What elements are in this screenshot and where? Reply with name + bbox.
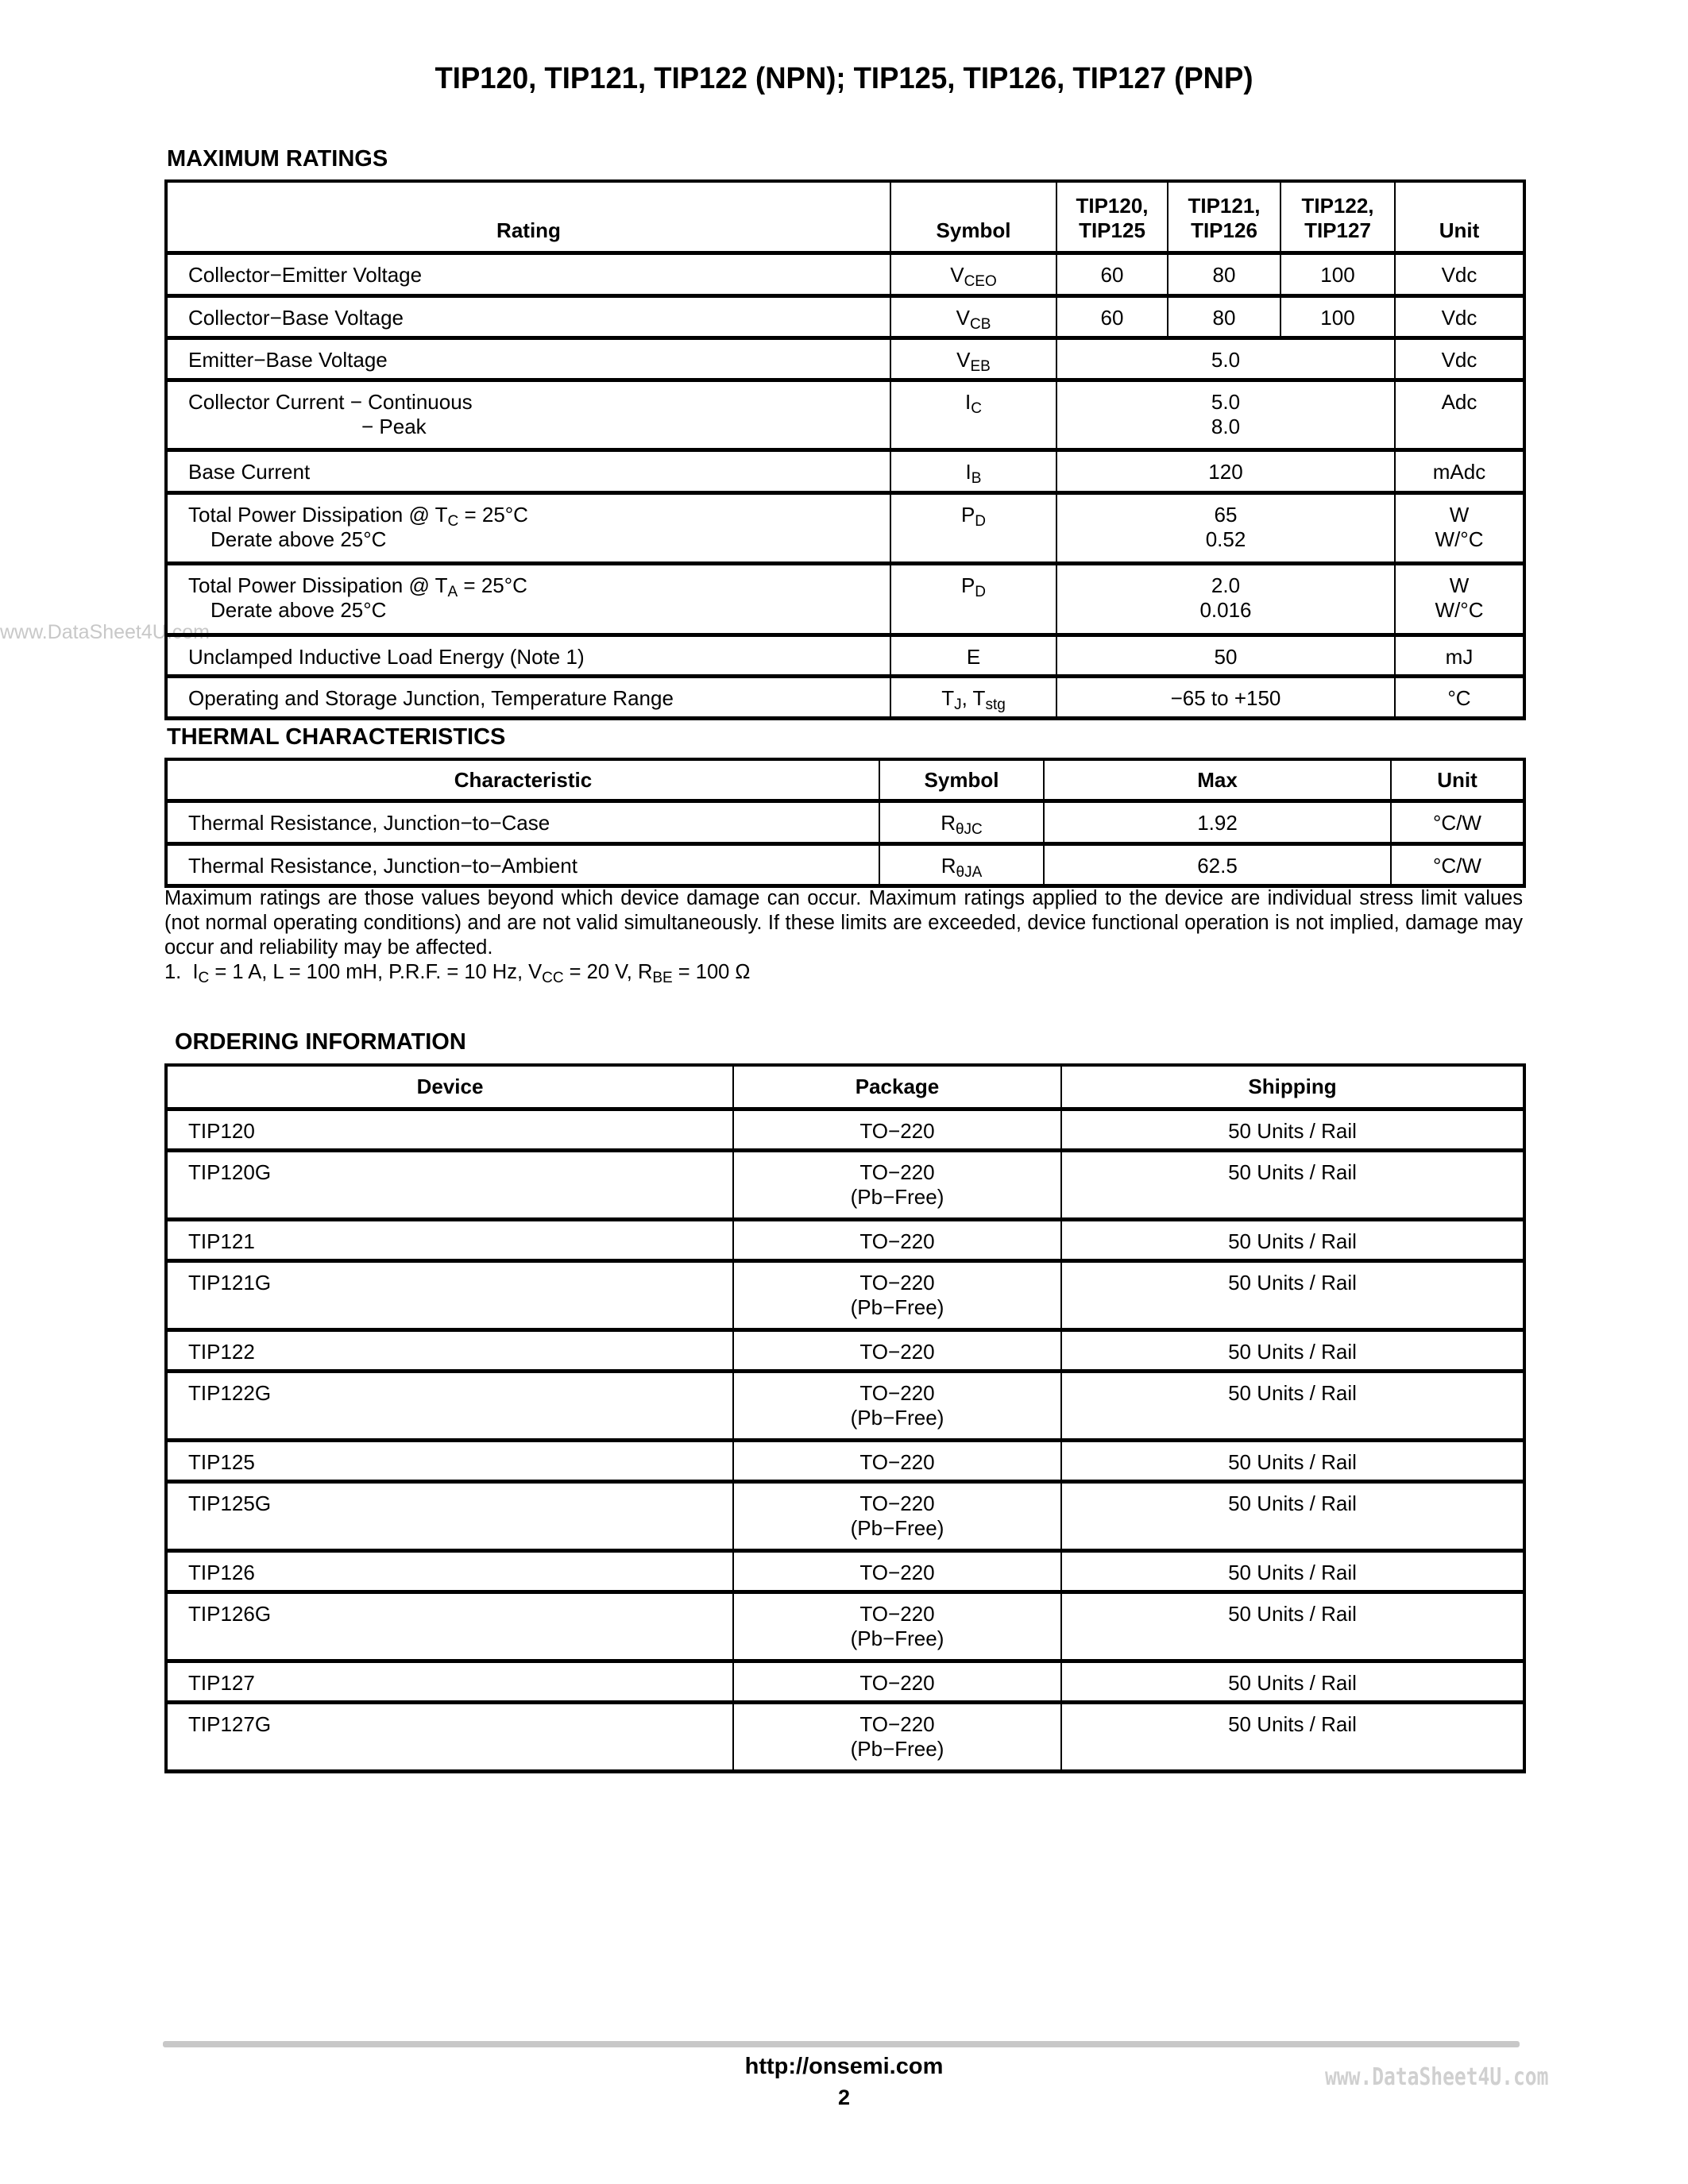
symbol-cell: $I_C$ — [890, 380, 1056, 450]
unit-cell: Adc — [1395, 380, 1524, 450]
shipping-cell: 50 Units / Rail — [1061, 1109, 1524, 1150]
symbol-cell: $V_{CEO}$ — [890, 253, 1056, 295]
device-cell: TIP122 — [166, 1329, 733, 1371]
package-cell: TO−220 (Pb−Free) — [733, 1481, 1061, 1550]
value-cell: −65 to +150 — [1056, 676, 1395, 718]
shipping-cell: 50 Units / Rail — [1061, 1661, 1524, 1702]
value-cell: 65 0.52 — [1056, 492, 1395, 563]
package-cell: TO−220 — [733, 1219, 1061, 1260]
table-row — [166, 380, 1524, 450]
value-cell: 100 — [1280, 295, 1395, 338]
col-header-tip121-126: TIP121, TIP126 — [1168, 181, 1280, 253]
device-cell: TIP122G — [166, 1371, 733, 1440]
symbol-cell: $R_{\theta JA}$ — [879, 843, 1044, 886]
device-cell: TIP121 — [166, 1219, 733, 1260]
value-cell: 50 — [1056, 635, 1395, 676]
package-cell: TO−220 — [733, 1661, 1061, 1702]
max-ratings-disclaimer: Maximum ratings are those values beyond which device damage can occur. Maximum ratings applied to the device are individual stress limit values (not normal operating conditions) and are not valid simultaneously. If these limits are exceeded, device functional operation is not implied, damage may occur and reliability may be affected. — [164, 887, 1523, 959]
rating-cell: Collector Current − Continuous − Peak — [166, 380, 890, 450]
table-row — [166, 1702, 1524, 1771]
table-row — [166, 635, 1524, 676]
package-cell: TO−220 — [733, 1550, 1061, 1592]
rating-cell: Total Power Dissipation @ $T_C = 25^\circ C$ Derate above 25°C — [166, 492, 890, 563]
shipping-cell: 50 Units / Rail — [1061, 1702, 1524, 1771]
package-cell: TO−220 (Pb−Free) — [733, 1702, 1061, 1771]
table-row — [166, 1219, 1524, 1260]
value-cell: 100 — [1280, 253, 1395, 295]
device-cell: TIP125G — [166, 1481, 733, 1550]
package-cell: TO−220 (Pb−Free) — [733, 1371, 1061, 1440]
package-cell: TO−220 (Pb−Free) — [733, 1592, 1061, 1661]
unit-cell: °C — [1395, 676, 1524, 718]
device-cell: TIP127G — [166, 1702, 733, 1771]
value-cell: 2.0 0.016 — [1056, 563, 1395, 635]
table-row — [166, 1329, 1524, 1371]
device-cell: TIP125 — [166, 1440, 733, 1481]
table-row — [166, 492, 1524, 563]
unit-cell: Vdc — [1395, 338, 1524, 380]
shipping-cell: 50 Units / Rail — [1061, 1481, 1524, 1550]
thermal-heading: THERMAL CHARACTERISTICS — [167, 724, 506, 750]
col-header-shipping: Shipping — [1061, 1065, 1524, 1109]
package-cell: TO−220 (Pb−Free) — [733, 1150, 1061, 1219]
max-ratings-table — [164, 179, 1526, 720]
table-row — [166, 295, 1524, 338]
max-cell: 1.92 — [1044, 801, 1391, 843]
package-cell: TO−220 — [733, 1109, 1061, 1150]
watermark-left: www.DataSheet4U.com — [0, 621, 211, 643]
package-cell: TO−220 (Pb−Free) — [733, 1260, 1061, 1329]
rating-cell: Base Current — [166, 450, 890, 492]
shipping-cell: 50 Units / Rail — [1061, 1150, 1524, 1219]
col-header-symbol: Symbol — [890, 181, 1056, 253]
table-row — [166, 1109, 1524, 1150]
rating-cell: Collector−Base Voltage — [166, 295, 890, 338]
symbol-cell: $V_{CB}$ — [890, 295, 1056, 338]
table-row — [166, 563, 1524, 635]
rating-cell: Emitter−Base Voltage — [166, 338, 890, 380]
value-cell: 80 — [1168, 295, 1280, 338]
col-header-device: Device — [166, 1065, 733, 1109]
value-cell: 60 — [1056, 295, 1168, 338]
shipping-cell: 50 Units / Rail — [1061, 1219, 1524, 1260]
device-cell: TIP126G — [166, 1592, 733, 1661]
device-cell: TIP120 — [166, 1109, 733, 1150]
characteristic-cell: Thermal Resistance, Junction−to−Ambient — [166, 843, 879, 886]
notes-block — [164, 886, 1523, 985]
characteristic-cell: Thermal Resistance, Junction−to−Case — [166, 801, 879, 843]
symbol-cell: $T_J$, $T_{stg}$ — [890, 676, 1056, 718]
rating-cell: Operating and Storage Junction, Temperature Range — [166, 676, 890, 718]
table-row — [166, 1440, 1524, 1481]
package-cell: TO−220 — [733, 1440, 1061, 1481]
device-cell: TIP126 — [166, 1550, 733, 1592]
table-row — [166, 1550, 1524, 1592]
col-header-tip122-127: TIP122, TIP127 — [1280, 181, 1395, 253]
shipping-cell: 50 Units / Rail — [1061, 1440, 1524, 1481]
table-row — [166, 1150, 1524, 1219]
symbol-cell: $P_D$ — [890, 492, 1056, 563]
rating-cell: Total Power Dissipation @ $T_A = 25^\circ C$ Derate above 25°C — [166, 563, 890, 635]
page-number: 2 — [837, 2086, 851, 2109]
device-cell: TIP121G — [166, 1260, 733, 1329]
max-cell: 62.5 — [1044, 843, 1391, 886]
page-title: TIP120, TIP121, TIP122 (NPN); TIP125, TIP126, TIP127 (PNP) — [435, 62, 1253, 95]
ordering-table — [164, 1063, 1526, 1773]
table-row — [166, 843, 1524, 886]
shipping-cell: 50 Units / Rail — [1061, 1592, 1524, 1661]
symbol-cell: $R_{\theta JC}$ — [879, 801, 1044, 843]
value-cell: 80 — [1168, 253, 1280, 295]
unit-cell: Vdc — [1395, 295, 1524, 338]
col-header-unit: Unit — [1395, 181, 1524, 253]
unit-cell: °C/W — [1391, 801, 1524, 843]
package-cell: TO−220 — [733, 1329, 1061, 1371]
col-header-package: Package — [733, 1065, 1061, 1109]
table-header-row — [166, 759, 1524, 801]
col-header-unit: Unit — [1391, 759, 1524, 801]
table-row — [166, 1661, 1524, 1702]
unit-cell: W W/°C — [1395, 492, 1524, 563]
footer-url-link[interactable]: http://onsemi.com — [744, 2054, 944, 2079]
shipping-cell: 50 Units / Rail — [1061, 1550, 1524, 1592]
rating-cell: Collector−Emitter Voltage — [166, 253, 890, 295]
note-1: 1. $I_C = 1$ A, L = 100 mH, P.R.F. = 10 Hz, $V_{CC} = 20$ V, $R_{BE} = 100$ Ω — [164, 961, 751, 986]
max-ratings-heading: MAXIMUM RATINGS — [167, 146, 388, 172]
symbol-cell: $V_{EB}$ — [890, 338, 1056, 380]
ordering-heading: ORDERING INFORMATION — [175, 1029, 466, 1055]
symbol-cell: E — [890, 635, 1056, 676]
table-row — [166, 1481, 1524, 1550]
col-header-max: Max — [1044, 759, 1391, 801]
value-cell: 5.0 — [1056, 338, 1395, 380]
table-row — [166, 338, 1524, 380]
table-row — [166, 676, 1524, 718]
unit-cell: mAdc — [1395, 450, 1524, 492]
col-header-tip120-125: TIP120, TIP125 — [1056, 181, 1168, 253]
col-header-rating: Rating — [166, 181, 890, 253]
table-row — [166, 801, 1524, 843]
col-header-symbol: Symbol — [879, 759, 1044, 801]
table-row — [166, 253, 1524, 295]
device-cell: TIP120G — [166, 1150, 733, 1219]
symbol-cell: $P_D$ — [890, 563, 1056, 635]
value-cell: 120 — [1056, 450, 1395, 492]
watermark-right: www.DataSheet4U.com — [1325, 2063, 1549, 2091]
unit-cell: Vdc — [1395, 253, 1524, 295]
value-cell: 5.0 8.0 — [1056, 380, 1395, 450]
unit-cell: W W/°C — [1395, 563, 1524, 635]
shipping-cell: 50 Units / Rail — [1061, 1260, 1524, 1329]
shipping-cell: 50 Units / Rail — [1061, 1329, 1524, 1371]
table-row — [166, 1260, 1524, 1329]
footer-divider — [163, 2041, 1520, 2047]
value-cell: 60 — [1056, 253, 1168, 295]
shipping-cell: 50 Units / Rail — [1061, 1371, 1524, 1440]
col-header-characteristic: Characteristic — [166, 759, 879, 801]
rating-cell: Unclamped Inductive Load Energy (Note 1) — [166, 635, 890, 676]
thermal-table — [164, 758, 1526, 888]
device-cell: TIP127 — [166, 1661, 733, 1702]
table-header-row — [166, 1065, 1524, 1109]
table-row — [166, 1371, 1524, 1440]
table-header-row — [166, 181, 1524, 253]
unit-cell: °C/W — [1391, 843, 1524, 886]
symbol-cell: $I_B$ — [890, 450, 1056, 492]
table-row — [166, 450, 1524, 492]
table-row — [166, 1592, 1524, 1661]
unit-cell: mJ — [1395, 635, 1524, 676]
